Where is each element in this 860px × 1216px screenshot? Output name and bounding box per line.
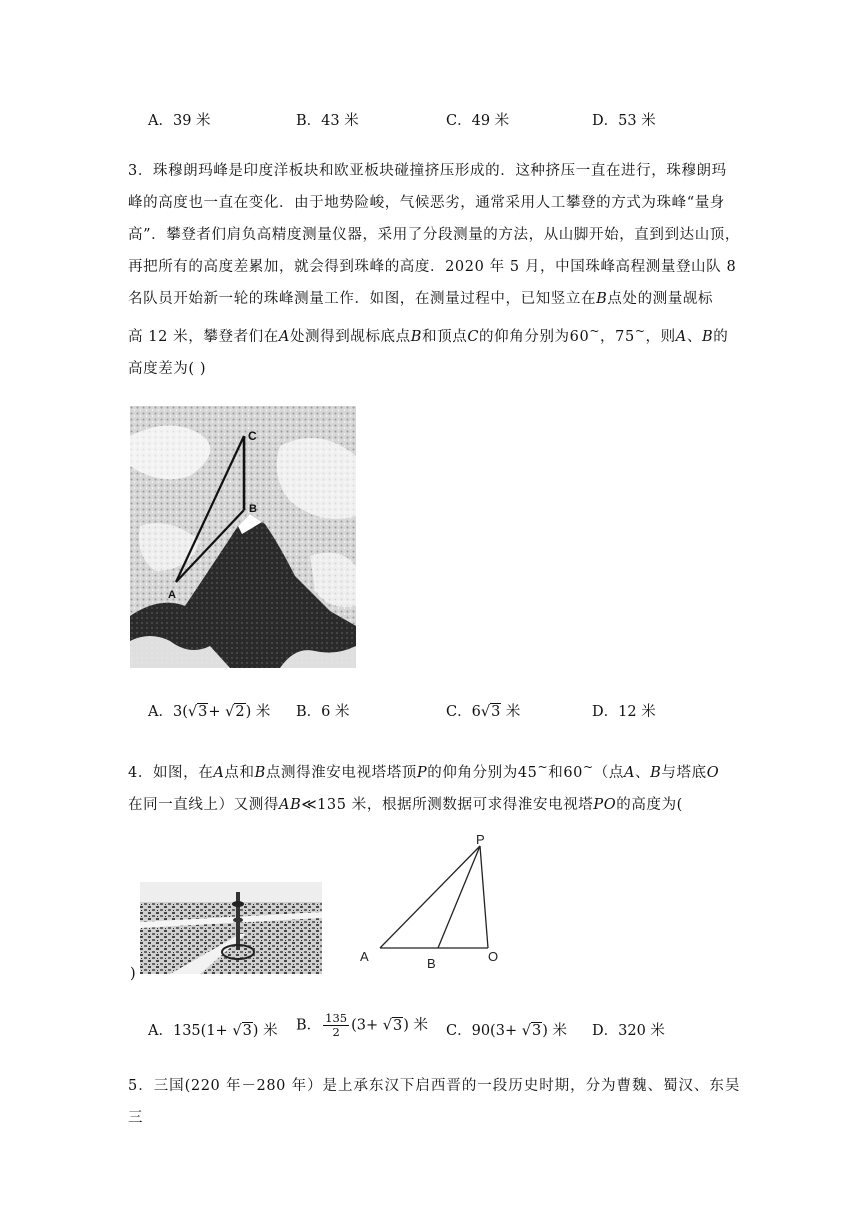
q4-close-paren: )	[130, 966, 136, 982]
q4-triangle-diagram	[352, 830, 512, 972]
q4-diagram-label-o: O	[488, 949, 499, 964]
q3-option-c[interactable]: C．6√3 米	[446, 704, 521, 720]
q4-diagram-label-p: P	[476, 832, 485, 847]
q3-figure-label-a: A	[168, 589, 176, 601]
q4-option-c[interactable]: C．90(3+ √3) 米	[446, 1023, 567, 1039]
q4-option-b[interactable]: B． $\frac{135}{2}$ (3+ √3) 米	[296, 1011, 429, 1039]
q4-tower-photo	[140, 882, 322, 974]
q2-option-c[interactable]: C．49 米	[446, 113, 510, 129]
q3-option-b[interactable]: B．6 米	[296, 704, 350, 720]
q2-option-b[interactable]: B．43 米	[296, 113, 359, 129]
q2-option-d[interactable]: D．53 米	[592, 113, 656, 129]
q4-diagram-label-b: B	[427, 956, 436, 971]
q2-option-a[interactable]: A．39 米	[148, 113, 211, 129]
q3-mountain-figure	[130, 406, 356, 668]
q3-figure-label-c: C	[248, 429, 257, 443]
q4-diagram-label-a: A	[360, 949, 369, 964]
q4-stem: 4．如图，在A点和B点测得淮安电视塔塔顶P的仰角分别为45~和60~（点A、B与塔底O 在同一直线上）又测得AB≪135 米，根据所测数据可求得淮安电视塔PO的高度为(	[128, 760, 720, 813]
q3-stem: 3．珠穆朗玛峰是印度洋板块和欧亚板块碰撞挤压形成的．这种挤压一直在进行，珠穆朗玛 峰的高度也一直在变化．由于地势险峻，气候恶劣，通常采用人工攀登的方式为珠峰“量身 高”．攀登者们肩负高精度测量仪器，采用了分段测量的方法，从山脚开始，直到到达山顶， 再把所有的高度差累加，就会得到珠峰的高度．2020 年 5 月，中国珠峰高程测量登山队 8 名队员开始新一轮的珠峰测量工作．如图，在测量过程中，已知竖立在B点处的测量觇标 高 12 米，攀登者们在A处测得到觇标底点B和顶点C的仰角分别为60~，75~，则A、B的 高度差为( )	[128, 163, 741, 377]
q3-option-d[interactable]: D．12 米	[592, 704, 656, 720]
q5-stem: 5．三国(220 年－280 年）是上承东汉下启西晋的一段历史时期，分为曹魏、蜀汉、东吴三	[128, 1078, 740, 1126]
q3-figure-label-b: B	[249, 503, 257, 515]
q4-option-d[interactable]: D．320 米	[592, 1023, 665, 1039]
q3-option-a[interactable]: A．3(√3+ √2) 米	[148, 704, 271, 720]
q4-option-a[interactable]: A．135(1+ √3) 米	[148, 1023, 278, 1039]
